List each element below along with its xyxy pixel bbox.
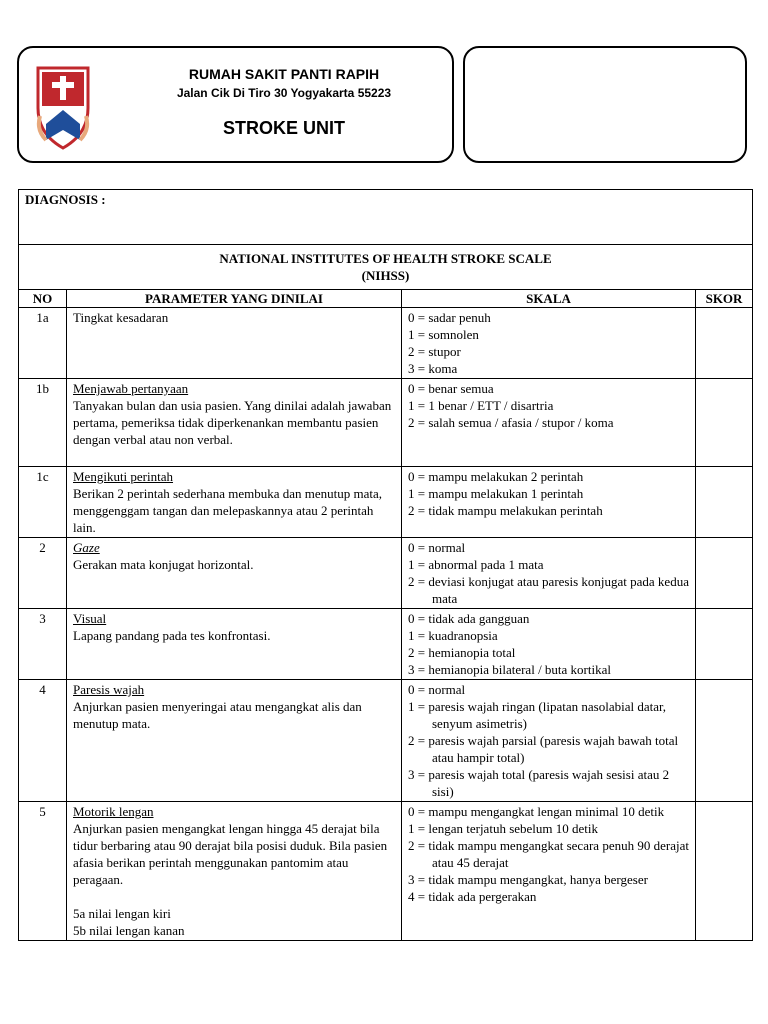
scale-option: 0 = normal bbox=[408, 682, 466, 697]
scale-option: 0 = tidak ada gangguan bbox=[408, 611, 530, 626]
row-number: 1a bbox=[19, 308, 67, 379]
parameter-description: Gerakan mata konjugat horizontal. bbox=[73, 557, 254, 572]
scale-cell bbox=[402, 802, 696, 941]
hospital-address: Jalan Cik Di Tiro 30 Yogyakarta 55223 bbox=[176, 86, 392, 100]
col-header-score: SKOR bbox=[696, 290, 753, 308]
scale-cell bbox=[402, 467, 696, 538]
row-number: 1c bbox=[19, 467, 67, 538]
patient-label-box bbox=[463, 46, 747, 163]
scale-option: 2 = salah semua / afasia / stupor / koma bbox=[408, 415, 614, 430]
parameter-description: Tanyakan bulan dan usia pasien. Yang dinilai adalah jawaban pertama, pemeriksa tidak diperkenankan membantu pasien dengan verbal atau non verbal. bbox=[73, 398, 392, 447]
parameter-description: Anjurkan pasien mengangkat lengan hingga 45 derajat bila tidur berbaring atau 90 derajat bila posisi duduk. Bila pasien afasia berikan perintah menggunakan pantomim atau peragaan. bbox=[73, 821, 388, 887]
unit-name: STROKE UNIT bbox=[222, 118, 345, 138]
scale-option: 1 = abnormal pada 1 mata bbox=[408, 557, 544, 572]
form-subtitle: (NIHSS) bbox=[361, 268, 410, 283]
scale-option: 2 = tidak mampu mengangkat secara penuh 90 derajat atau 45 derajat bbox=[408, 838, 689, 870]
table-row bbox=[19, 379, 753, 467]
parameter-cell bbox=[67, 379, 402, 467]
scale-option: 1 = lengan terjatuh sebelum 10 detik bbox=[408, 821, 599, 836]
scale-option: 3 = paresis wajah total (paresis wajah sesisi atau 2 sisi) bbox=[408, 767, 670, 799]
form-title-text: NATIONAL INSTITUTES OF HEALTH STROKE SCALE bbox=[219, 251, 552, 266]
score-cell[interactable] bbox=[696, 680, 753, 802]
parameter-title: Tingkat kesadaran bbox=[73, 310, 169, 325]
row-number: 1b bbox=[19, 379, 67, 467]
parameter-cell bbox=[67, 538, 402, 609]
parameter-cell bbox=[67, 609, 402, 680]
table-row bbox=[19, 609, 753, 680]
col-header-parameter: PARAMETER YANG DINILAI bbox=[67, 290, 402, 308]
score-cell[interactable] bbox=[696, 308, 753, 379]
scale-option: 1 = somnolen bbox=[408, 327, 479, 342]
scale-option: 2 = tidak mampu melakukan perintah bbox=[408, 503, 603, 518]
parameter-cell bbox=[67, 467, 402, 538]
scale-cell bbox=[402, 538, 696, 609]
col-header-no: NO bbox=[19, 290, 67, 308]
parameter-title: Visual bbox=[73, 611, 107, 626]
parameter-title: Mengikuti perintah bbox=[73, 469, 174, 484]
scale-cell bbox=[402, 680, 696, 802]
scale-option: 1 = paresis wajah ringan (lipatan nasolabial datar, senyum asimetris) bbox=[408, 699, 667, 731]
row-number: 4 bbox=[19, 680, 67, 802]
scale-option: 3 = koma bbox=[408, 361, 458, 376]
diagnosis-field[interactable] bbox=[19, 190, 753, 245]
scale-cell bbox=[402, 609, 696, 680]
parameter-title: Gaze bbox=[73, 540, 100, 555]
score-cell[interactable] bbox=[696, 379, 753, 467]
scale-option: 4 = tidak ada pergerakan bbox=[408, 889, 537, 904]
parameter-title: Paresis wajah bbox=[73, 682, 145, 697]
nihss-form bbox=[18, 189, 753, 941]
form-title bbox=[19, 245, 753, 290]
scale-option: 1 = 1 benar / ETT / disartria bbox=[408, 398, 554, 413]
scale-option: 2 = stupor bbox=[408, 344, 461, 359]
scale-option: 1 = kuadranopsia bbox=[408, 628, 498, 643]
row-number: 2 bbox=[19, 538, 67, 609]
parameter-note: 5b nilai lengan kanan bbox=[73, 923, 185, 938]
table-row bbox=[19, 802, 753, 941]
parameter-title: Menjawab pertanyaan bbox=[73, 381, 189, 396]
row-number: 3 bbox=[19, 609, 67, 680]
parameter-cell bbox=[67, 802, 402, 941]
scale-option: 0 = benar semua bbox=[408, 381, 494, 396]
header-box bbox=[17, 46, 454, 163]
score-cell[interactable] bbox=[696, 609, 753, 680]
parameter-cell bbox=[67, 680, 402, 802]
col-header-scale: SKALA bbox=[402, 290, 696, 308]
parameter-title: Motorik lengan bbox=[73, 804, 154, 819]
scale-option: 3 = hemianopia bilateral / buta kortikal bbox=[408, 662, 611, 677]
score-cell[interactable] bbox=[696, 467, 753, 538]
scale-option: 0 = sadar penuh bbox=[408, 310, 491, 325]
scale-option: 1 = mampu melakukan 1 perintah bbox=[408, 486, 584, 501]
scale-option: 2 = hemianopia total bbox=[408, 645, 516, 660]
column-header-row bbox=[19, 290, 753, 308]
scale-option: 0 = mampu melakukan 2 perintah bbox=[408, 469, 584, 484]
parameter-description: Anjurkan pasien menyeringai atau mengangkat alis dan menutup mata. bbox=[73, 699, 362, 731]
diagnosis-label: DIAGNOSIS : bbox=[25, 192, 106, 207]
table-row bbox=[19, 538, 753, 609]
table-row bbox=[19, 680, 753, 802]
table-row bbox=[19, 308, 753, 379]
scale-option: 2 = paresis wajah parsial (paresis wajah bawah total atau hampir total) bbox=[408, 733, 679, 765]
parameter-description: Lapang pandang pada tes konfrontasi. bbox=[73, 628, 271, 643]
scale-option: 0 = mampu mengangkat lengan minimal 10 detik bbox=[408, 804, 665, 819]
hospital-logo bbox=[32, 64, 94, 152]
scale-cell bbox=[402, 379, 696, 467]
scale-option: 2 = deviasi konjugat atau paresis konjugat pada kedua mata bbox=[408, 574, 689, 606]
row-number: 5 bbox=[19, 802, 67, 941]
parameter-description: Berikan 2 perintah sederhana membuka dan menutup mata, menggenggam tangan dan melepaskannya atau 2 perintah lain. bbox=[73, 486, 383, 535]
scale-cell bbox=[402, 308, 696, 379]
parameter-note: 5a nilai lengan kiri bbox=[73, 906, 171, 921]
score-cell[interactable] bbox=[696, 802, 753, 941]
scale-option: 3 = tidak mampu mengangkat, hanya bergeser bbox=[408, 872, 648, 887]
table-row bbox=[19, 467, 753, 538]
score-cell[interactable] bbox=[696, 538, 753, 609]
hospital-name: RUMAH SAKIT PANTI RAPIH bbox=[188, 66, 380, 82]
scale-option: 0 = normal bbox=[408, 540, 466, 555]
parameter-cell bbox=[67, 308, 402, 379]
